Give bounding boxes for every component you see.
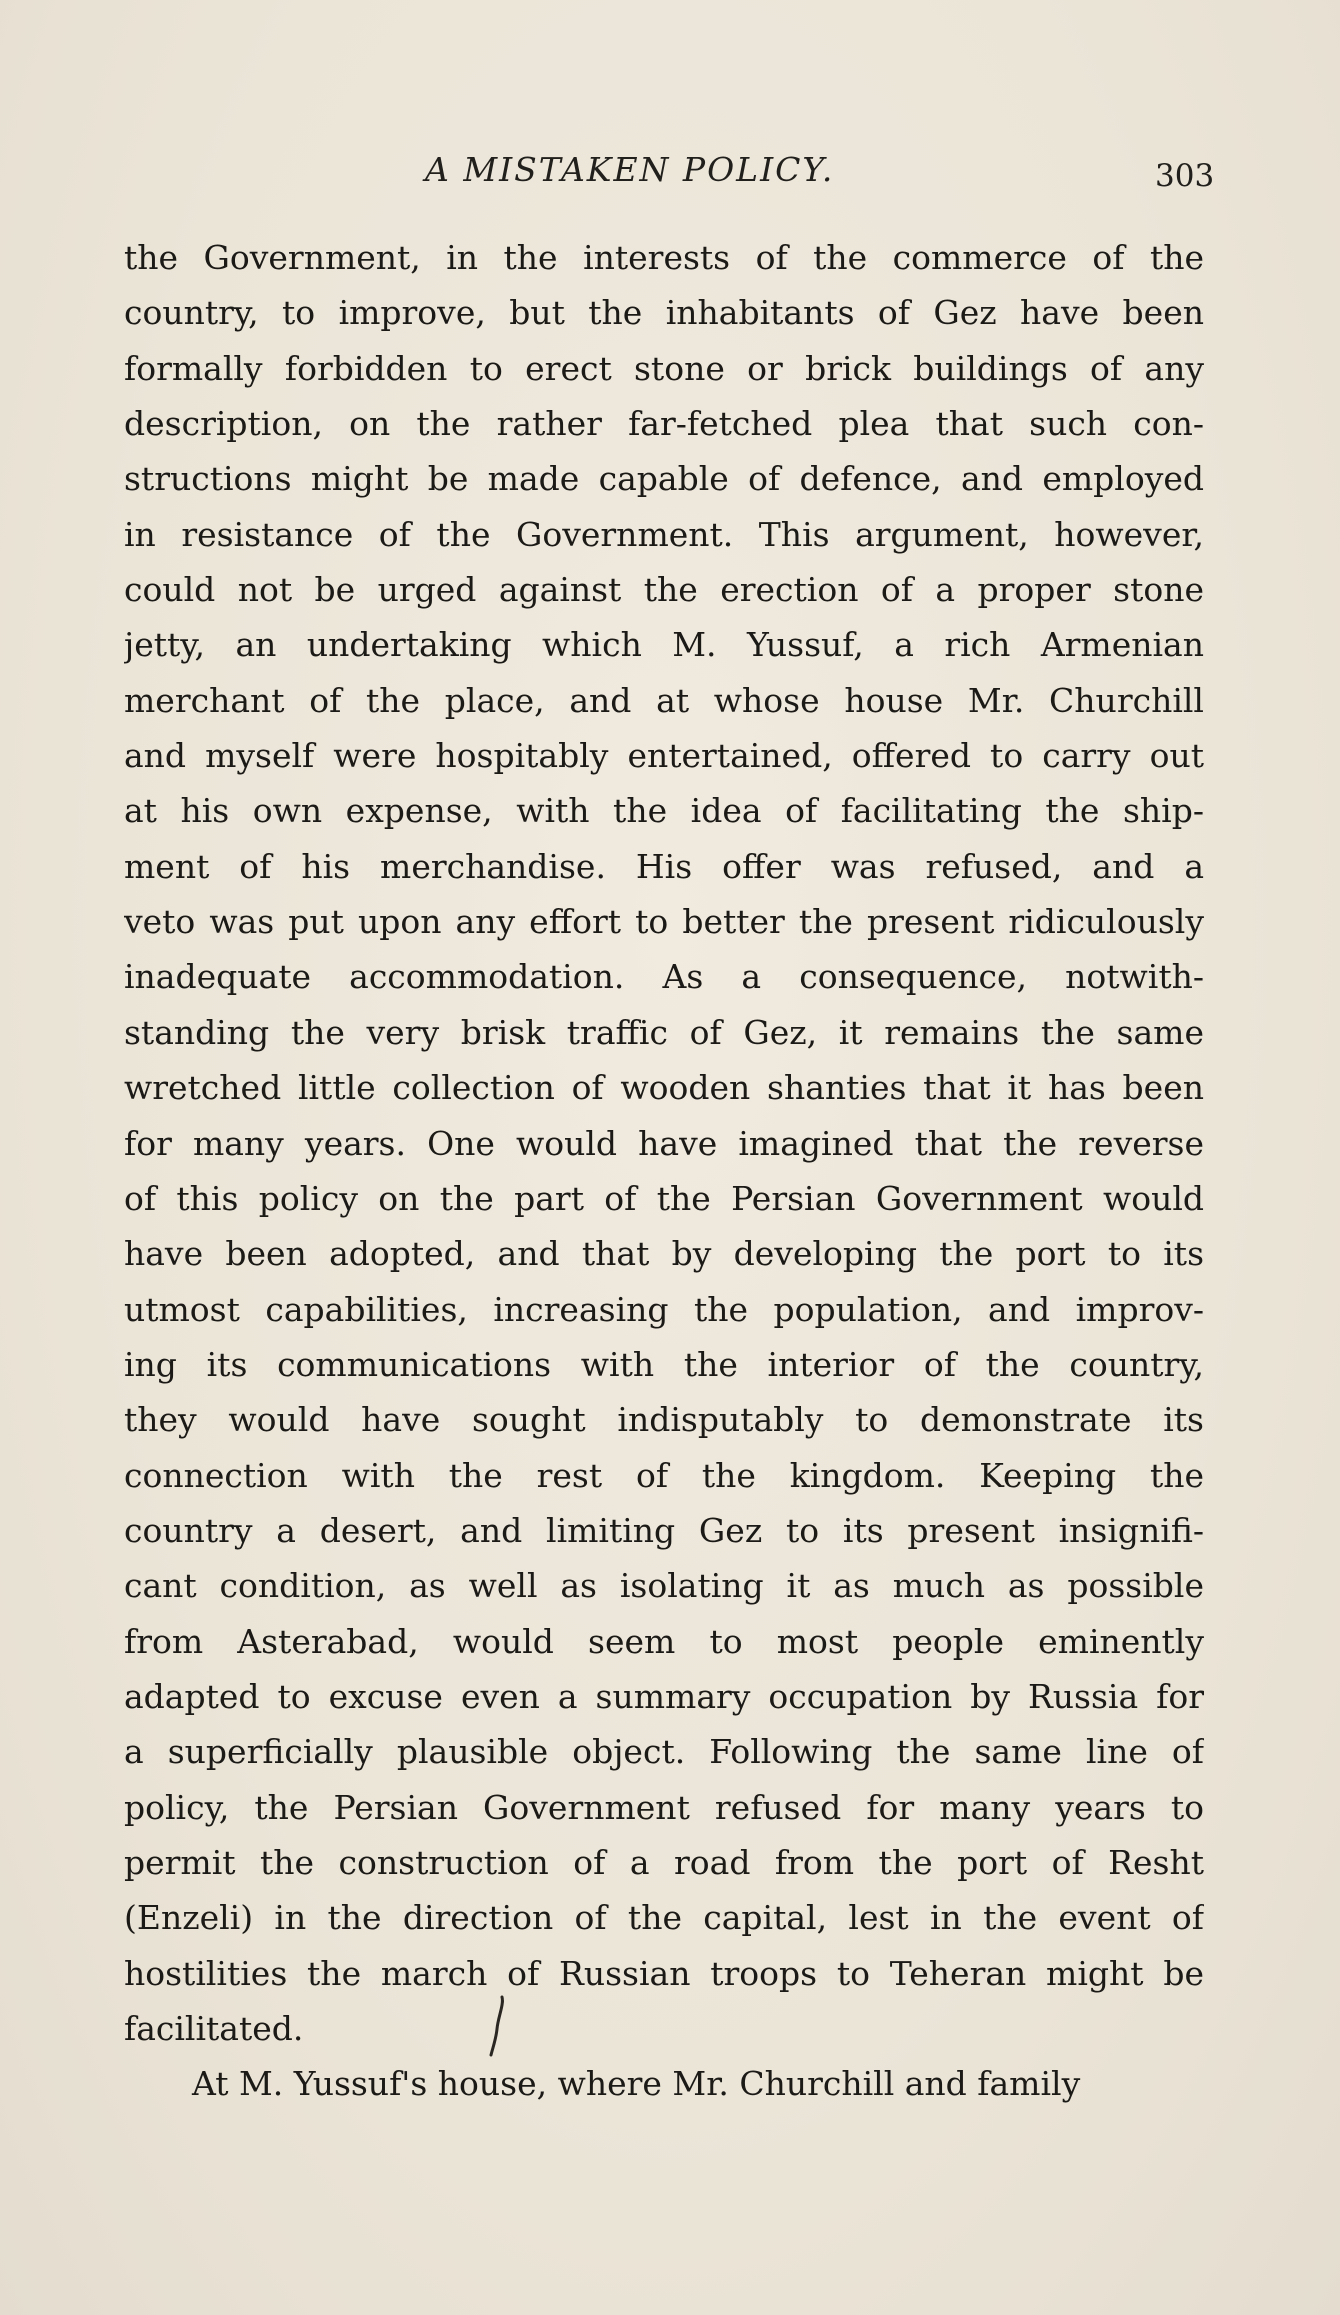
text-line: structions might be made capable of defence, and employed	[124, 459, 1204, 499]
text-line: permit the construction of a road from the port of Resht	[124, 1842, 1204, 1882]
text-line: country, to improve, but the inhabitants of Gez have been	[124, 293, 1204, 333]
text-line: have been adopted, and that by developing the port to its	[124, 1234, 1204, 1274]
text-line: from Asterabad, would seem to most people eminently	[124, 1621, 1204, 1661]
body-text	[124, 230, 1204, 2112]
text-line: standing the very brisk traffic of Gez, it remains the same	[124, 1012, 1204, 1052]
pencil-mark-icon	[488, 1995, 510, 2057]
text-line: veto was put upon any effort to better the present ridiculously	[124, 902, 1204, 942]
text-line: description, on the rather far-fetched plea that such con-	[124, 404, 1204, 444]
text-line: utmost capabilities, increasing the population, and improv-	[124, 1289, 1204, 1329]
text-line: inadequate accommodation. As a consequence, notwith-	[124, 957, 1204, 997]
running-title: A MISTAKEN POLICY.	[425, 150, 835, 189]
text-line: for many years. One would have imagined that the reverse	[124, 1123, 1204, 1163]
text-line: adapted to excuse even a summary occupation by Russia for	[124, 1676, 1204, 1716]
text-line: formally forbidden to erect stone or brick buildings of any	[124, 348, 1204, 388]
running-head	[0, 150, 1340, 200]
text-line: wretched little collection of wooden shanties that it has been	[124, 1068, 1204, 1108]
text-line: hostilities the march of Russian troops to Teheran might be	[124, 1953, 1204, 1993]
text-line: cant condition, as well as isolating it as much as possible	[124, 1566, 1204, 1606]
text-line: at his own expense, with the idea of facilitating the ship-	[124, 791, 1204, 831]
text-line: merchant of the place, and at whose house Mr. Churchill	[124, 680, 1204, 720]
text-line-paragraph-end: facilitated.	[124, 2009, 304, 2048]
text-line: (Enzeli) in the direction of the capital, lest in the event of	[124, 1898, 1204, 1938]
page-number: 303	[1155, 158, 1215, 194]
text-line: of this policy on the part of the Persian Government would	[124, 1178, 1204, 1218]
text-line: they would have sought indisputably to demonstrate its	[124, 1400, 1204, 1440]
text-line: country a desert, and limiting Gez to its present insignifi-	[124, 1510, 1204, 1550]
text-line: could not be urged against the erection of a proper stone	[124, 570, 1204, 610]
text-line: connection with the rest of the kingdom. Keeping the	[124, 1455, 1204, 1495]
text-line: policy, the Persian Government refused for many years to	[124, 1787, 1204, 1827]
text-line: ment of his merchandise. His offer was refused, and a	[124, 846, 1204, 886]
text-line: and myself were hospitably entertained, offered to carry out	[124, 736, 1204, 776]
text-line: ing its communications with the interior of the country,	[124, 1344, 1204, 1384]
text-line: the Government, in the interests of the commerce of the	[124, 238, 1204, 277]
text-line: jetty, an undertaking which M. Yussuf, a rich Armenian	[124, 625, 1204, 665]
text-line: a superficially plausible object. Following the same line of	[124, 1732, 1204, 1772]
text-line: in resistance of the Government. This argument, however,	[124, 514, 1204, 554]
text-line-paragraph-start: At M. Yussuf's house, where Mr. Churchill and family	[192, 2064, 1081, 2104]
